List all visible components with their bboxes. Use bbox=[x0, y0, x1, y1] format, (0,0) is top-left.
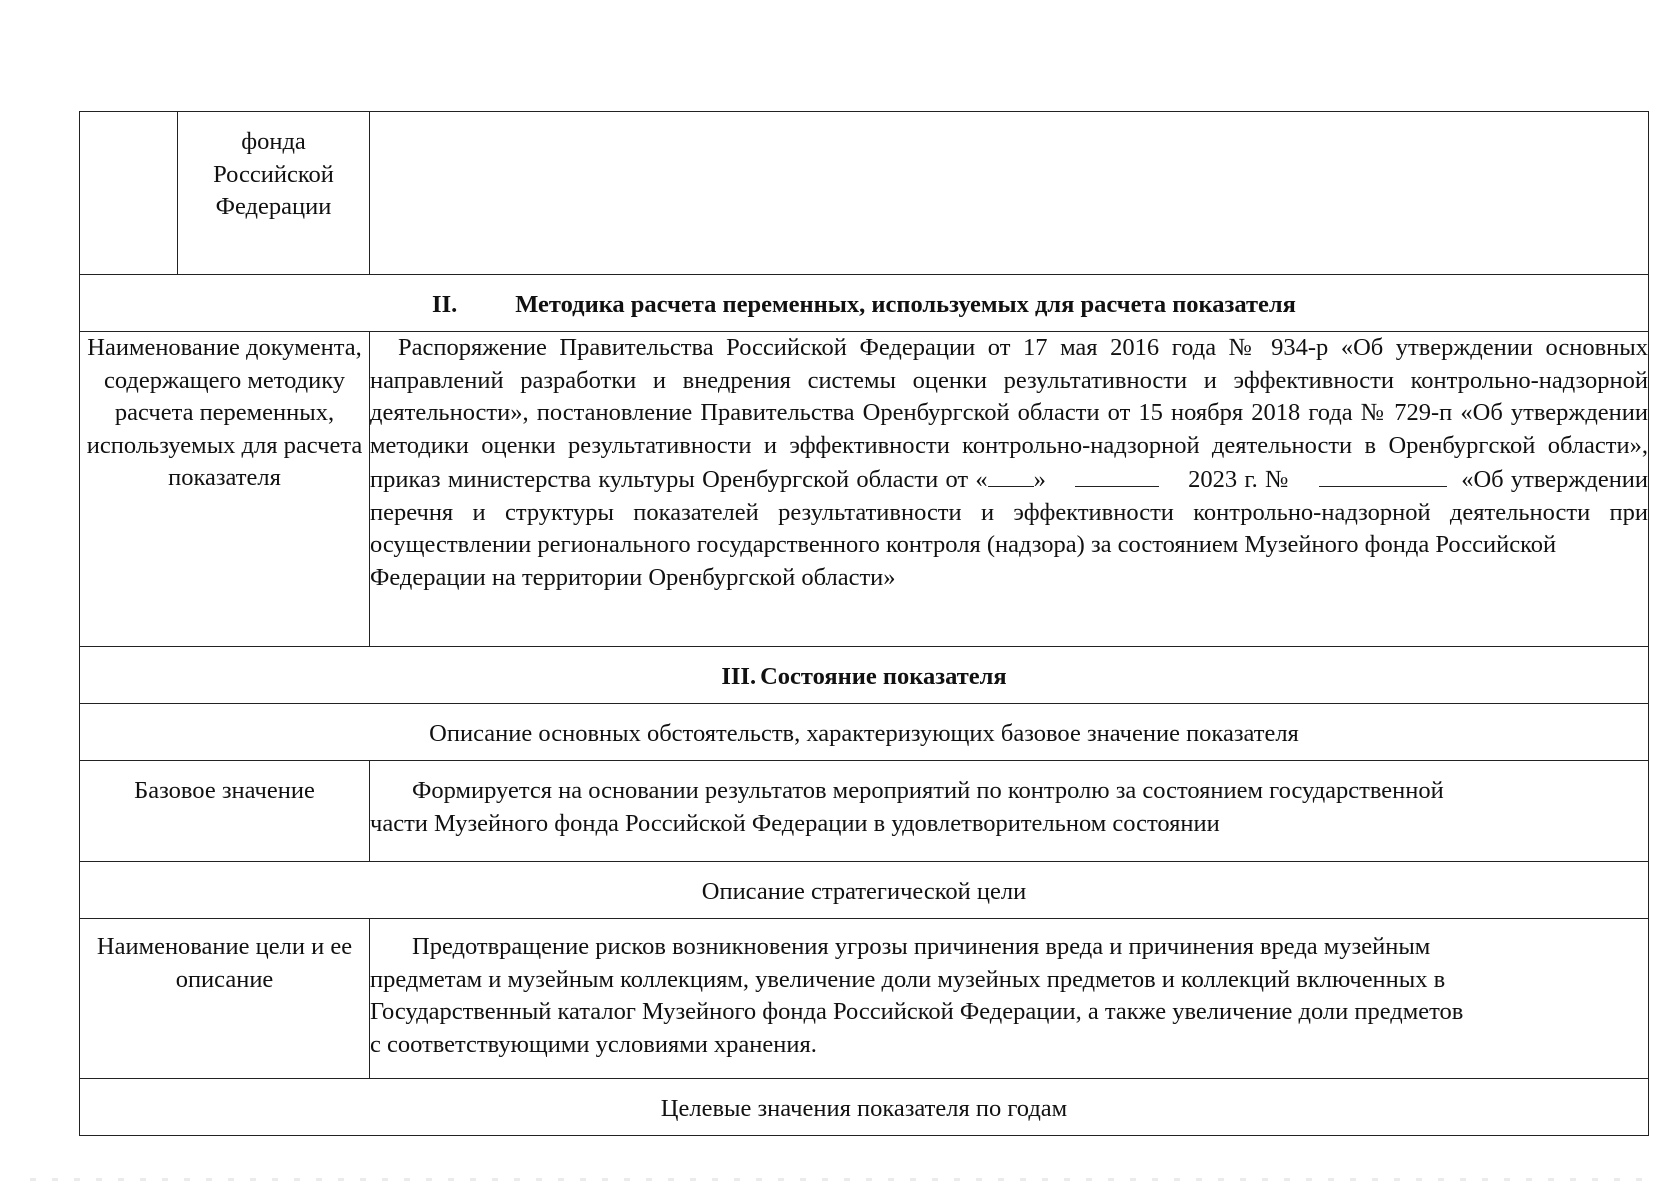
base-description-row bbox=[80, 704, 1649, 761]
section-2-header bbox=[80, 275, 1649, 332]
day-blank bbox=[988, 462, 1034, 487]
continuation-empty-cell bbox=[370, 112, 1649, 275]
section-2-header-row bbox=[80, 275, 1649, 332]
order-number-blank bbox=[1319, 462, 1447, 487]
goal-text-line3: Государственный каталог Музейного фонда Российской Федерации, а также увеличение доли предметов bbox=[370, 998, 1464, 1025]
methodology-text-part3: 2023 г. № bbox=[1188, 466, 1290, 493]
goal-text-line1: Предотвращение рисков возникновения угрозы причинения вреда и причинения вреда музейным bbox=[412, 933, 1431, 960]
base-value-text-last-line: части Музейного фонда Российской Федерации в удовлетворительном состоянии bbox=[370, 809, 1220, 837]
methodology-row bbox=[80, 332, 1649, 647]
goal-text-line2: предметам и музейным коллекциям, увеличение доли музейных предметов и коллекций включенных в bbox=[370, 965, 1446, 993]
indicator-passport-table bbox=[79, 111, 1649, 1136]
target-values-row bbox=[80, 1079, 1649, 1136]
base-value-text: Формируется на основании результатов мероприятий по контролю за состоянием государственной bbox=[412, 777, 1444, 804]
section-3-number: III. bbox=[721, 662, 757, 690]
scan-artifact-line bbox=[30, 1178, 1650, 1181]
target-values-header bbox=[80, 1079, 1649, 1136]
base-value-label: Базовое значение bbox=[134, 777, 315, 804]
methodology-text-part1: Распоряжение Правительства Российской Федерации от 17 мая 2016 года № 934-р «Об утверждении основных направлений разработки и внедрения системы оценки результативности и эффективности контрольно-надзорной деятельности», постановление Правительства Оренбургской области от 15 ноября 2018 года № 729-п «Об утверждении методики оценки результативности и эффективности контрольно-надзорной деятельности в Оренбургской области», приказ министерства культуры Оренбургской области от « bbox=[370, 334, 1648, 493]
base-description-text: Описание основных обстоятельств, характеризующих базовое значение показателя bbox=[429, 719, 1299, 747]
methodology-text-part4: «Об утверждении перечня и структуры показателей результативности и эффективности контрольно-надзорной деятельности при осуществлении регионального государственного контроля (надзора) за состоянием Музейного фонда Российской bbox=[370, 466, 1649, 558]
goal-label-cell bbox=[80, 919, 370, 1079]
section-3-header bbox=[80, 647, 1649, 704]
base-value-row bbox=[80, 761, 1649, 862]
methodology-text-cell bbox=[370, 332, 1649, 647]
month-blank bbox=[1075, 462, 1159, 487]
base-description-header bbox=[80, 704, 1649, 761]
methodology-label-cell bbox=[80, 332, 370, 647]
continuation-row bbox=[80, 112, 1649, 275]
section-2-title: Методика расчета переменных, используемых для расчета показателя bbox=[515, 290, 1296, 318]
continuation-label bbox=[178, 112, 370, 275]
methodology-label: Наименование документа, содержащего методику расчета переменных, используемых для расчета показателя bbox=[86, 334, 363, 491]
goal-label: Наименование цели и ее описание bbox=[96, 933, 353, 993]
strategy-header-row bbox=[80, 862, 1649, 919]
goal-text-line4: с соответствующими условиями хранения. bbox=[370, 1030, 817, 1058]
section-2-number: II. bbox=[432, 290, 458, 318]
methodology-text-part2: » bbox=[1033, 466, 1046, 493]
base-value-text-cell bbox=[370, 761, 1649, 862]
goal-text-cell bbox=[370, 919, 1649, 1079]
methodology-text-last-line: Федерации на территории Оренбургской области» bbox=[370, 563, 896, 591]
continuation-label-text: фонда Российской Федерации bbox=[213, 128, 334, 220]
strategy-header-text: Описание стратегической цели bbox=[701, 877, 1027, 905]
section-3-title: Состояние показателя bbox=[760, 662, 1007, 690]
base-value-label-cell bbox=[80, 761, 370, 862]
section-3-header-row bbox=[80, 647, 1649, 704]
target-values-text: Целевые значения показателя по годам bbox=[660, 1094, 1068, 1122]
strategy-header bbox=[80, 862, 1649, 919]
number-cell bbox=[80, 112, 178, 275]
goal-row bbox=[80, 919, 1649, 1079]
